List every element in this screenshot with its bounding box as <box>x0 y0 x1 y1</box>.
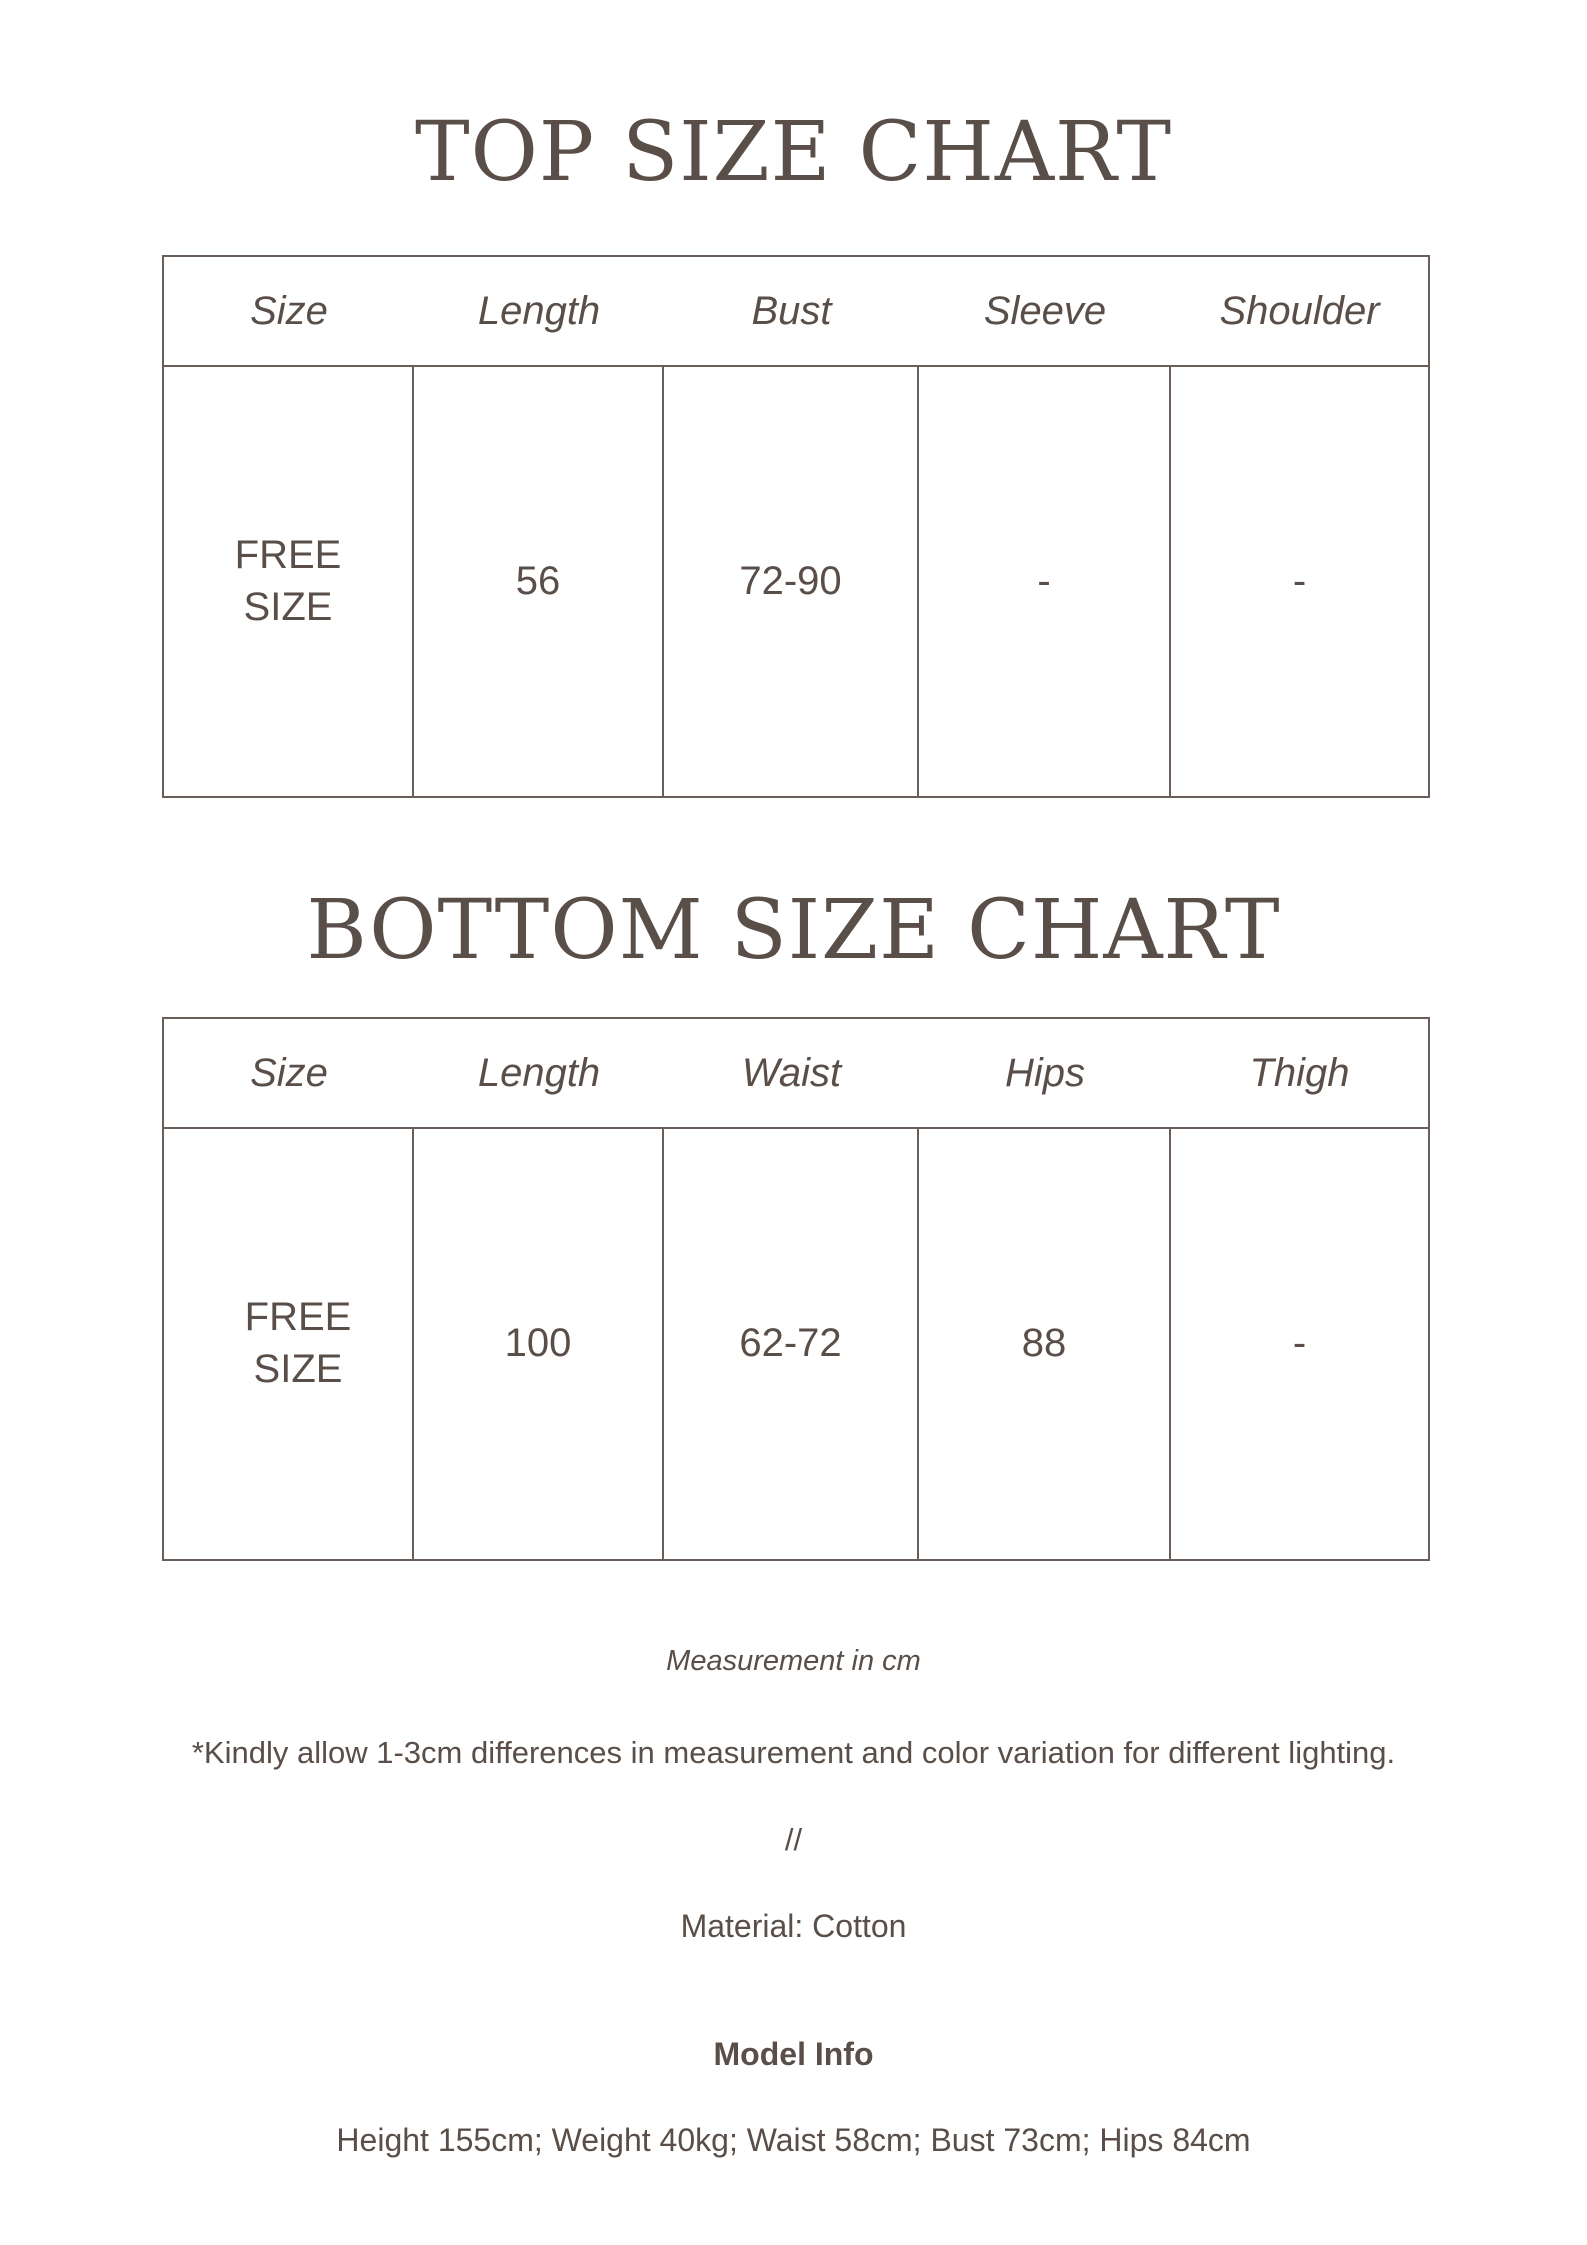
header-size: Size <box>250 289 328 333</box>
cell-shoulder: - <box>1292 558 1307 603</box>
cell-length: 100 <box>504 1321 572 1365</box>
material-info: Material: Cotton <box>680 1908 907 1944</box>
cell-size-value: FREE SIZE <box>234 532 342 629</box>
cell-length: 56 <box>515 558 561 603</box>
cell-bust: 72-90 <box>739 558 842 603</box>
header-bust: Bust <box>751 289 832 333</box>
header-length: Length <box>477 1051 601 1095</box>
cell-thigh: - <box>1292 1321 1307 1365</box>
cell-waist: 62-72 <box>739 1321 842 1365</box>
top-size-chart-title: TOP SIZE CHART <box>414 105 1173 200</box>
table-header-row <box>164 257 1428 367</box>
top-size-table <box>162 255 1430 798</box>
cell-size-value: FREE SIZE <box>244 1295 352 1391</box>
table-header-row <box>164 1019 1428 1129</box>
cell-size <box>164 365 412 796</box>
separator: // <box>784 1822 803 1857</box>
model-info-title: Model Info <box>713 2036 874 2072</box>
cell-hips: 88 <box>1021 1321 1067 1365</box>
measurement-disclaimer: *Kindly allow 1-3cm differences in measurement and color variation for different lighting. <box>191 1735 1396 1770</box>
header-size: Size <box>250 1051 328 1095</box>
table-row <box>164 365 1428 796</box>
header-length: Length <box>477 289 601 333</box>
measurement-unit-note: Measurement in cm <box>666 1645 921 1677</box>
cell-size <box>164 1127 432 1559</box>
table-row <box>164 1127 1428 1559</box>
header-shoulder: Shoulder <box>1219 289 1380 333</box>
bottom-size-table <box>162 1017 1430 1561</box>
header-thigh: Thigh <box>1249 1051 1350 1095</box>
header-sleeve: Sleeve <box>983 289 1107 333</box>
header-waist: Waist <box>741 1051 842 1095</box>
model-info-text: Height 155cm; Weight 40kg; Waist 58cm; Bust 73cm; Hips 84cm <box>336 2122 1251 2158</box>
header-hips: Hips <box>1004 1051 1086 1095</box>
bottom-size-chart-title: BOTTOM SIZE CHART <box>306 883 1281 978</box>
cell-sleeve: - <box>1037 558 1051 603</box>
